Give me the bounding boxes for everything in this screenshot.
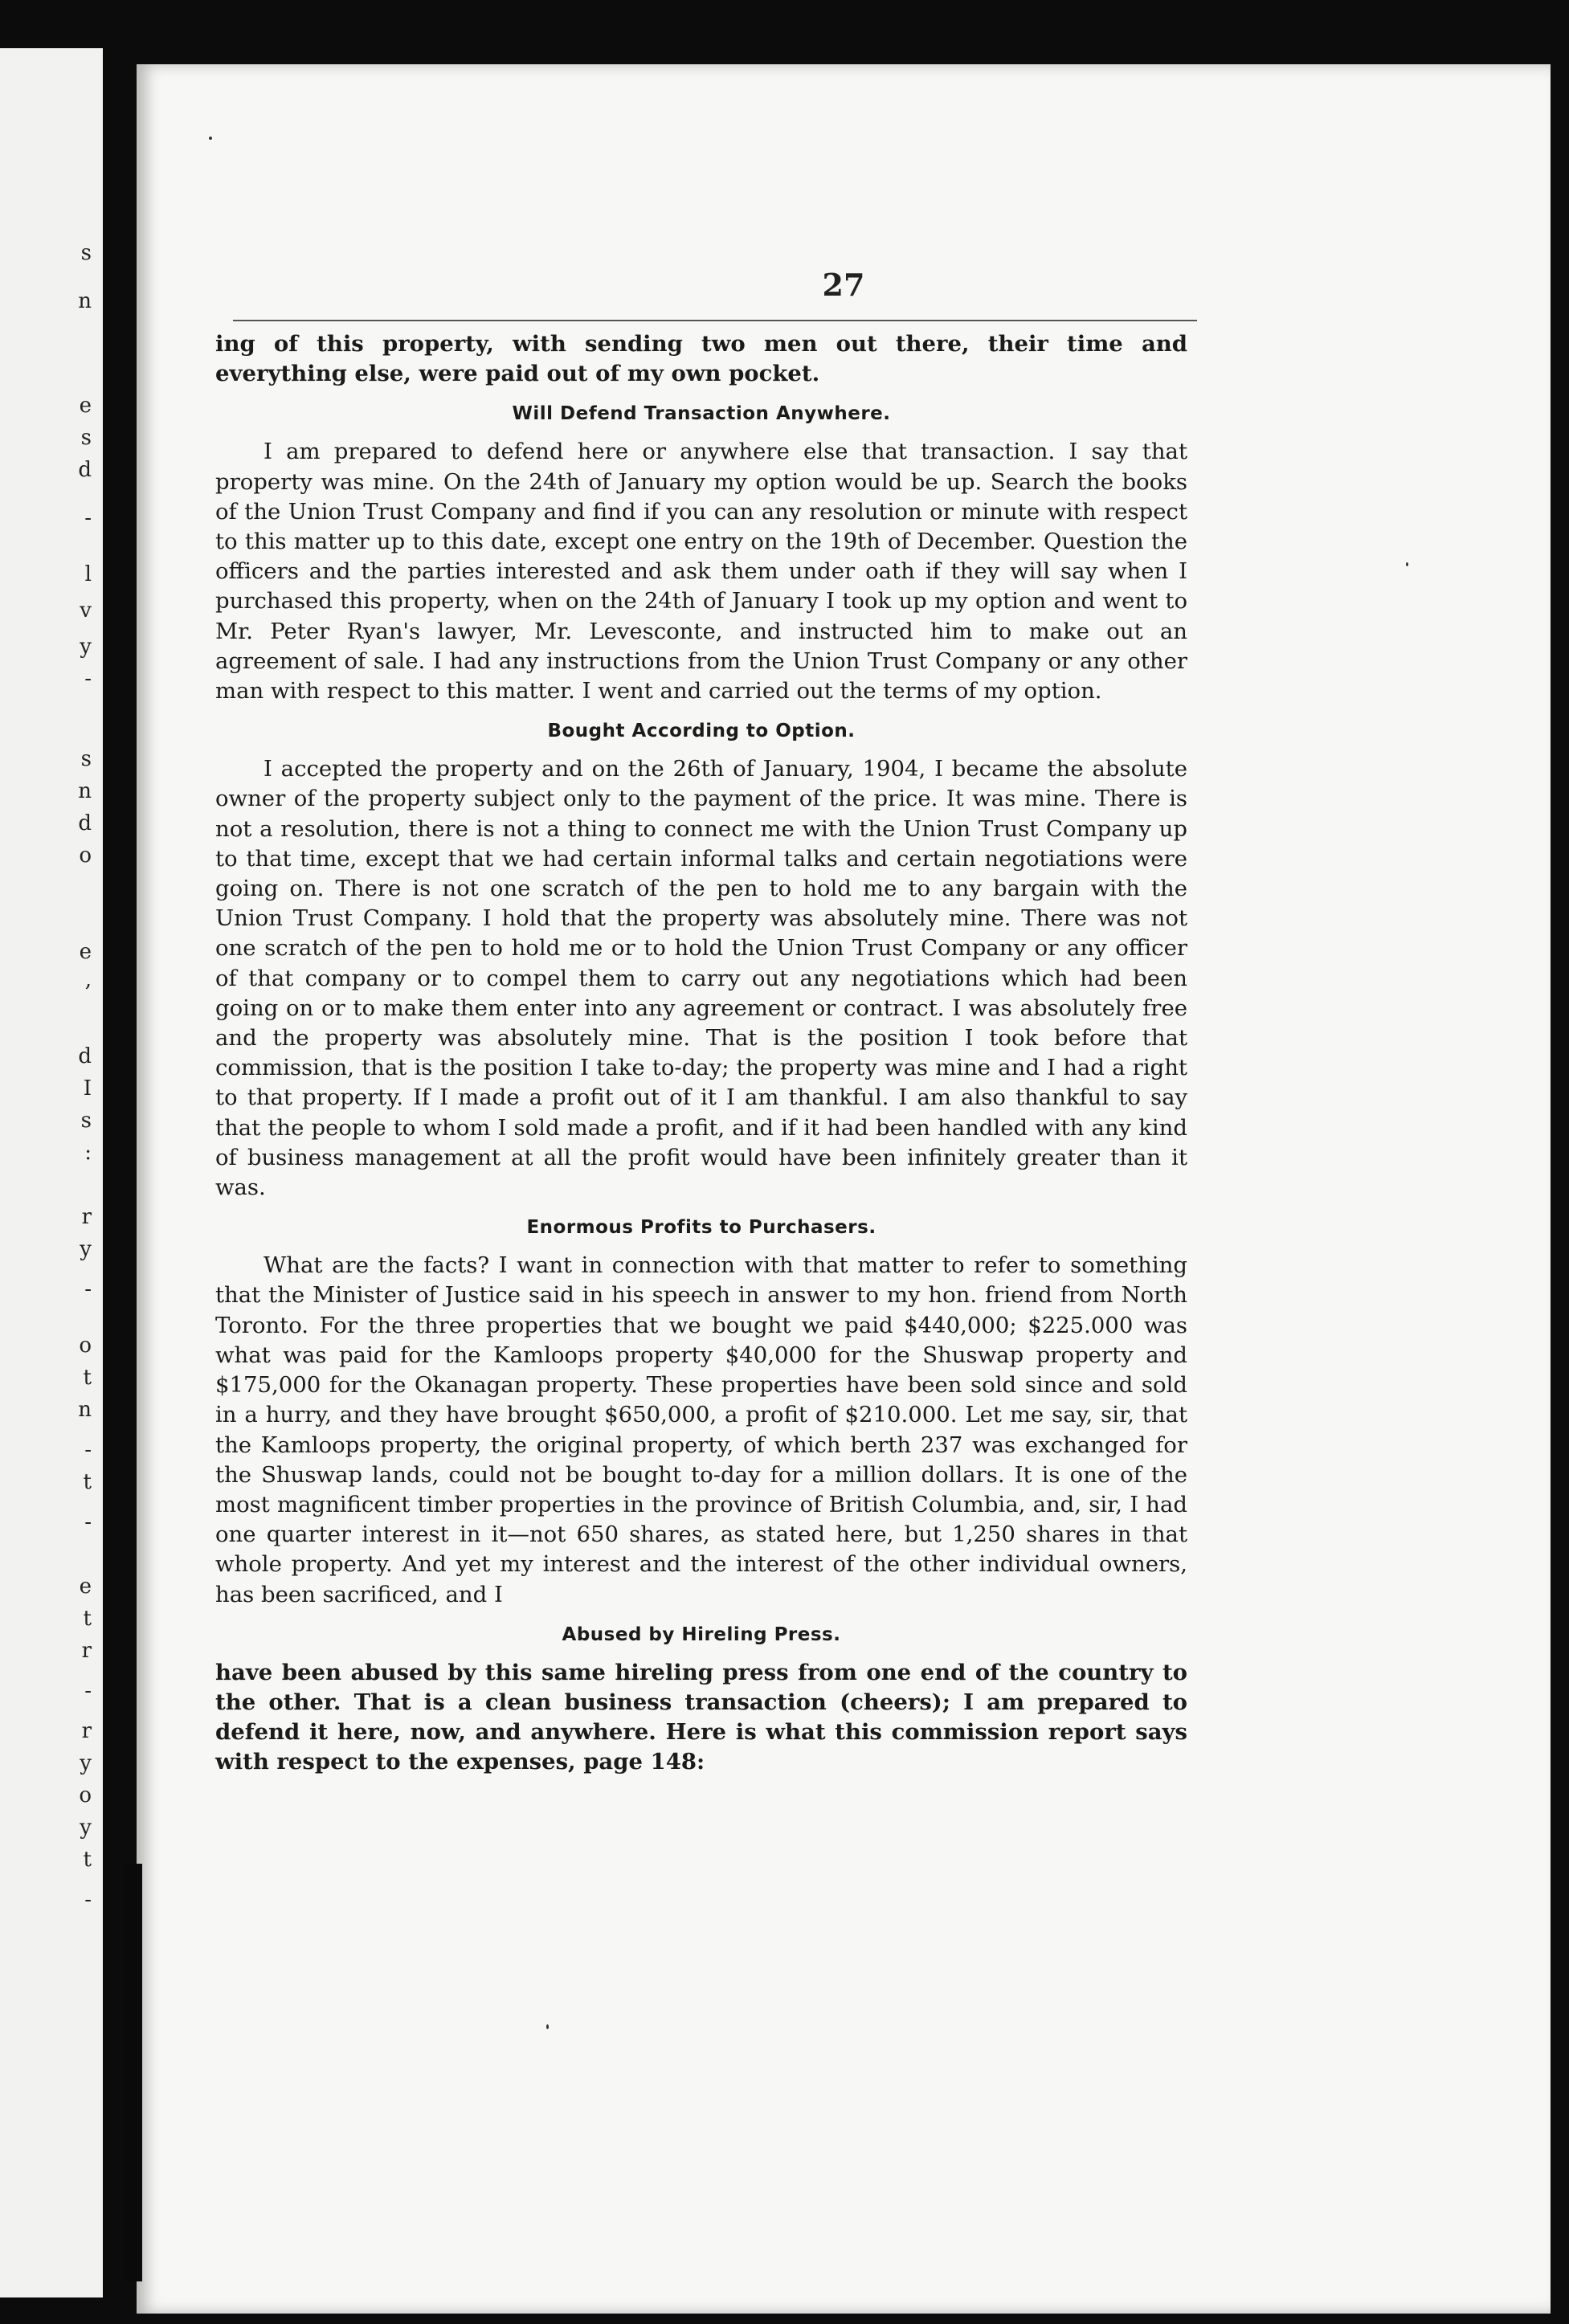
gutter-char: l bbox=[84, 562, 92, 586]
gutter-char: o bbox=[79, 843, 92, 868]
gutter-char: - bbox=[84, 1510, 92, 1534]
gutter-char: I bbox=[83, 1076, 92, 1101]
gutter-char: d bbox=[78, 458, 92, 482]
gutter-char: y bbox=[80, 1751, 92, 1775]
gutter-char: n bbox=[78, 1398, 92, 1422]
gutter-char: n bbox=[78, 289, 92, 313]
gutter-char: o bbox=[79, 1334, 92, 1358]
paragraph: ing of this property, with sending two men out there, their time and everything else, were paid out of my own pocket. bbox=[215, 331, 1187, 387]
section-heading: Will Defend Transaction Anywhere. bbox=[512, 403, 891, 425]
section-heading: Abused by Hireling Press. bbox=[562, 1624, 841, 1645]
gutter-char: s bbox=[80, 1109, 92, 1133]
gutter-char: v bbox=[80, 598, 92, 623]
gutter-char: - bbox=[84, 506, 92, 530]
gutter-char: y bbox=[80, 1237, 92, 1261]
scan-speck bbox=[1406, 562, 1408, 566]
document-page bbox=[137, 64, 1551, 2314]
gutter-char: - bbox=[84, 1438, 92, 1462]
gutter-char: e bbox=[79, 940, 92, 964]
gutter-char: t bbox=[83, 1607, 92, 1631]
gutter-char: - bbox=[84, 1679, 92, 1703]
header-rule bbox=[233, 320, 1197, 321]
binding-edge bbox=[125, 1864, 142, 2281]
gutter-char: : bbox=[84, 1141, 92, 1165]
gutter-char: d bbox=[78, 811, 92, 835]
section-heading: Bought According to Option. bbox=[547, 721, 856, 742]
gutter-char: n bbox=[78, 779, 92, 803]
scan-speck bbox=[209, 137, 212, 140]
gutter-char: r bbox=[81, 1719, 92, 1743]
adjacent-page-strip bbox=[0, 48, 103, 2297]
gutter-char: r bbox=[81, 1205, 92, 1229]
gutter-char: - bbox=[84, 1888, 92, 1912]
gutter-char: t bbox=[83, 1848, 92, 1872]
gutter-char: e bbox=[79, 1575, 92, 1599]
paragraph: What are the facts? I want in connection with that matter to refer to something that the Minister of Justice said in his speech in answer to my hon. friend from North Toronto. For the three properties that we bought we paid $440,000; $225.000 was what was paid for the Kamloops property $40,000 for the Shuswap property and $175,000 for the Okanagan property. These properties have been sold since and sold in a hurry, and they have brought $650,000, a profit of $210.000. Let me say, sir, that the Kamloops property, the original property, of which berth 237 was exchanged for the Shuswap lands, could not be bought to-day for a million dollars. It is one of the most magnificent timber properties in the province of British Columbia, and, sir, I had one quarter interest in it—not 650 shares, as stated here, but 1,250 shares in that whole property. And yet my interest and the interest of the other individual owners, has been sacrificed, and I bbox=[215, 1252, 1187, 1607]
gutter-char: s bbox=[80, 241, 92, 265]
paragraph: I am prepared to defend here or anywhere else that transaction. I say that property was mine. On the 24th of January my option would be up. Search the books of the Union Trust Company and find if you can any resolution or minute with respect to this matter up to this date, except one entry on the 19th of December. Question the officers and the parties interested and ask them under oath if they will say when I purchased this property, when on the 24th of January I took up my option and went to Mr. Peter Ryan's lawyer, Mr. Levesconte, and instructed him to make out an agreement of sale. I had any instructions from the Union Trust Company or any other man with respect to this matter. I went and carried out the terms of my option. bbox=[215, 439, 1187, 705]
gutter-char: r bbox=[81, 1639, 92, 1663]
gutter-char: e bbox=[79, 394, 92, 418]
gutter-char: t bbox=[83, 1470, 92, 1494]
section-heading: Enormous Profits to Purchasers. bbox=[526, 1217, 876, 1239]
paragraph: have been abused by this same hireling press from one end of the country to the other. That is a clean business transaction (cheers); I am prepared to defend it here, now, and anywhere. Here is what this commission report says with respect to the expenses, page 148: bbox=[215, 1659, 1187, 1775]
gutter-char: y bbox=[80, 635, 92, 659]
gutter-char: , bbox=[84, 968, 92, 992]
scan-speck bbox=[546, 2024, 549, 2029]
gutter-char: s bbox=[80, 747, 92, 771]
gutter-char: t bbox=[83, 1366, 92, 1390]
gutter-char: o bbox=[79, 1783, 92, 1807]
gutter-char: - bbox=[84, 1277, 92, 1301]
page-number: 27 bbox=[822, 267, 865, 303]
gutter-char: - bbox=[84, 667, 92, 691]
gutter-char: d bbox=[78, 1044, 92, 1068]
body-text bbox=[215, 329, 1187, 1778]
gutter-char: s bbox=[80, 426, 92, 450]
paragraph: I accepted the property and on the 26th of January, 1904, I became the absolute owner of the property subject only to the payment of the price. It was mine. There is not a resolution, there is not a thing to connect me with the Union Trust Company up to that time, except that we had certain informal talks and certain negotiations were going on. There is not one scratch of the pen to hold me to any bargain with the Union Trust Company. I hold that the property was absolutely mine. There was not one scratch of the pen to hold me or to hold the Union Trust Company or any officer of that company or to compel them to carry out any negotiations which had been going on or to make them enter into any agreement or contract. I was absolutely free and the property was absolutely mine. That is the position I took before that commission, that is the position I take to-day; the property was mine and I had a right to that property. If I made a profit out of it I am thankful. I am also thankful to say that the people to whom I sold made a profit, and if it had been handled with any kind of business management at all the profit would have been infinitely greater than it was. bbox=[215, 756, 1187, 1201]
gutter-char: y bbox=[80, 1815, 92, 1840]
